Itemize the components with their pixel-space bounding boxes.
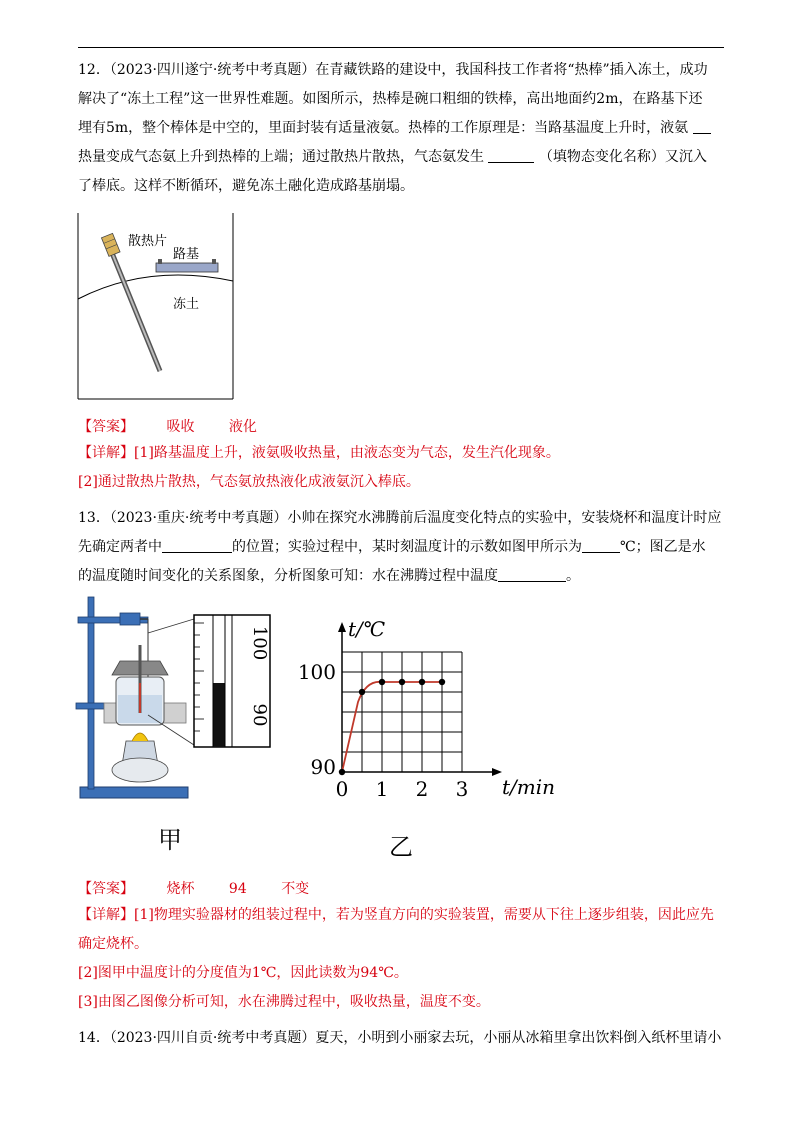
data-point — [359, 689, 365, 695]
x-tick-label: 3 — [455, 777, 469, 801]
data-point — [419, 679, 425, 685]
q13-apparatus-figure — [76, 595, 276, 810]
q12-blank1 — [693, 117, 711, 134]
q13-detail-2: [2]图甲中温度计的分度值为1℃，因此读数为94℃。 — [78, 965, 408, 981]
scale-label-90: 90 — [249, 703, 270, 727]
q12-line5: 了棒底。这样不断循环，避免冻土融化造成路基崩塌。 — [78, 178, 414, 194]
q12-answer-2: 液化 — [228, 419, 257, 435]
q13-line2: 先确定两者中 的位置；实验过程中，某时刻温度计的示数如图甲所示为 ℃；图乙是水 — [78, 533, 724, 562]
q12-detail — [78, 439, 724, 497]
thermometer-liquid — [213, 683, 225, 747]
q13-blank3 — [498, 565, 566, 582]
label-fin: 散热片 — [128, 234, 168, 249]
q12-answer-tag: 【答案】 — [78, 419, 134, 435]
y-tick-label: 90 — [310, 755, 336, 779]
q13-line3: 的温度随时间变化的关系图象，分析图象可知：水在沸腾过程中温度 。 — [78, 562, 724, 591]
heat-fin-shape — [101, 233, 120, 256]
q13-answer-tag: 【答案】 — [78, 881, 134, 897]
q13-line1: 13．（2023·重庆·统考中考真题）小帅在探究水沸腾前后温度变化特点的实验中，安装烧杯和温度计时应 — [78, 510, 722, 526]
y-axis-label: t/℃ — [348, 617, 386, 641]
q13-answer-3: 不变 — [281, 881, 310, 897]
data-point — [439, 679, 445, 685]
q12-text — [78, 56, 724, 201]
q12-answer — [78, 416, 257, 436]
label-soil: 冻土 — [173, 297, 200, 312]
q13-detail-1b: 确定烧杯。 — [78, 936, 148, 952]
q12-line2: 解决了“冻土工程”这一世界性难题。如图所示，热棒是碗口粗细的铁棒，高出地面约2m，在路基下还 — [78, 91, 703, 107]
q12-answer-1: 吸收 — [166, 419, 195, 435]
q13-answer-2: 94 — [228, 881, 247, 897]
data-point — [399, 679, 405, 685]
q13-answer — [78, 878, 309, 898]
q12-figure — [78, 213, 238, 403]
q13-detail-1a: 【详解】[1]物理实验器材的组装过程中，若为竖直方向的实验装置，需要从下往上逐步组装，因此应先 — [78, 907, 714, 923]
x-axis-arrow — [492, 768, 502, 776]
x-tick-label: 1 — [375, 777, 389, 801]
x-tick-label: 2 — [415, 777, 429, 801]
q14-line1: 14．（2023·四川自贡·统考中考真题）夏天，小明到小丽家去玩，小丽从冰箱里拿出饮料倒入纸杯里请小 — [78, 1030, 722, 1046]
q13-fig-a-caption: 甲 — [158, 826, 182, 854]
q12-blank2 — [488, 146, 534, 163]
data-point — [379, 679, 385, 685]
y-axis-arrow — [338, 622, 346, 632]
q12-line4: 热量变成气态氨上升到热棒的上端；通过散热片散热，气态氨发生 （填物态变化名称）又沉入 — [78, 143, 724, 172]
q13-answer-1: 烧杯 — [166, 881, 195, 897]
temperature-curve — [342, 682, 442, 772]
x-axis-label: t/min — [502, 775, 556, 799]
roadbed-shape — [156, 263, 218, 272]
q13-fig-b-caption: 乙 — [389, 833, 413, 861]
q14-text — [78, 1024, 724, 1053]
q13-temperature-chart — [297, 612, 556, 812]
label-road: 路基 — [173, 247, 200, 262]
q12-line1: 12．（2023·四川遂宁·统考中考真题）在青藏铁路的建设中，我国科技工作者将“热棒”插入冻土，成功 — [78, 62, 708, 78]
q12-detail-1: 【详解】[1]路基温度上升，液氨吸收热量，由液态变为气态，发生汽化现象。 — [78, 445, 560, 461]
q12-detail-2: [2]通过散热片散热，气态氨放热液化成液氨沉入棒底。 — [78, 474, 420, 490]
q13-detail-3: [3]由图乙图像分析可知，水在沸腾过程中，吸收热量，温度不变。 — [78, 994, 490, 1010]
q13-text — [78, 504, 724, 591]
data-point — [339, 769, 345, 775]
q13-blank2 — [582, 536, 620, 553]
scale-label-100: 100 — [249, 625, 270, 661]
q12-line3: 埋有5m，整个棒体是中空的，里面封装有适量液氨。热棒的工作原理是：当路基温度上升时，液氨 — [78, 114, 724, 143]
y-tick-label: 100 — [297, 660, 336, 684]
x-tick-label: 0 — [335, 777, 349, 801]
q13-detail — [78, 901, 724, 1017]
q13-blank1 — [162, 536, 232, 553]
top-rule — [78, 47, 724, 48]
